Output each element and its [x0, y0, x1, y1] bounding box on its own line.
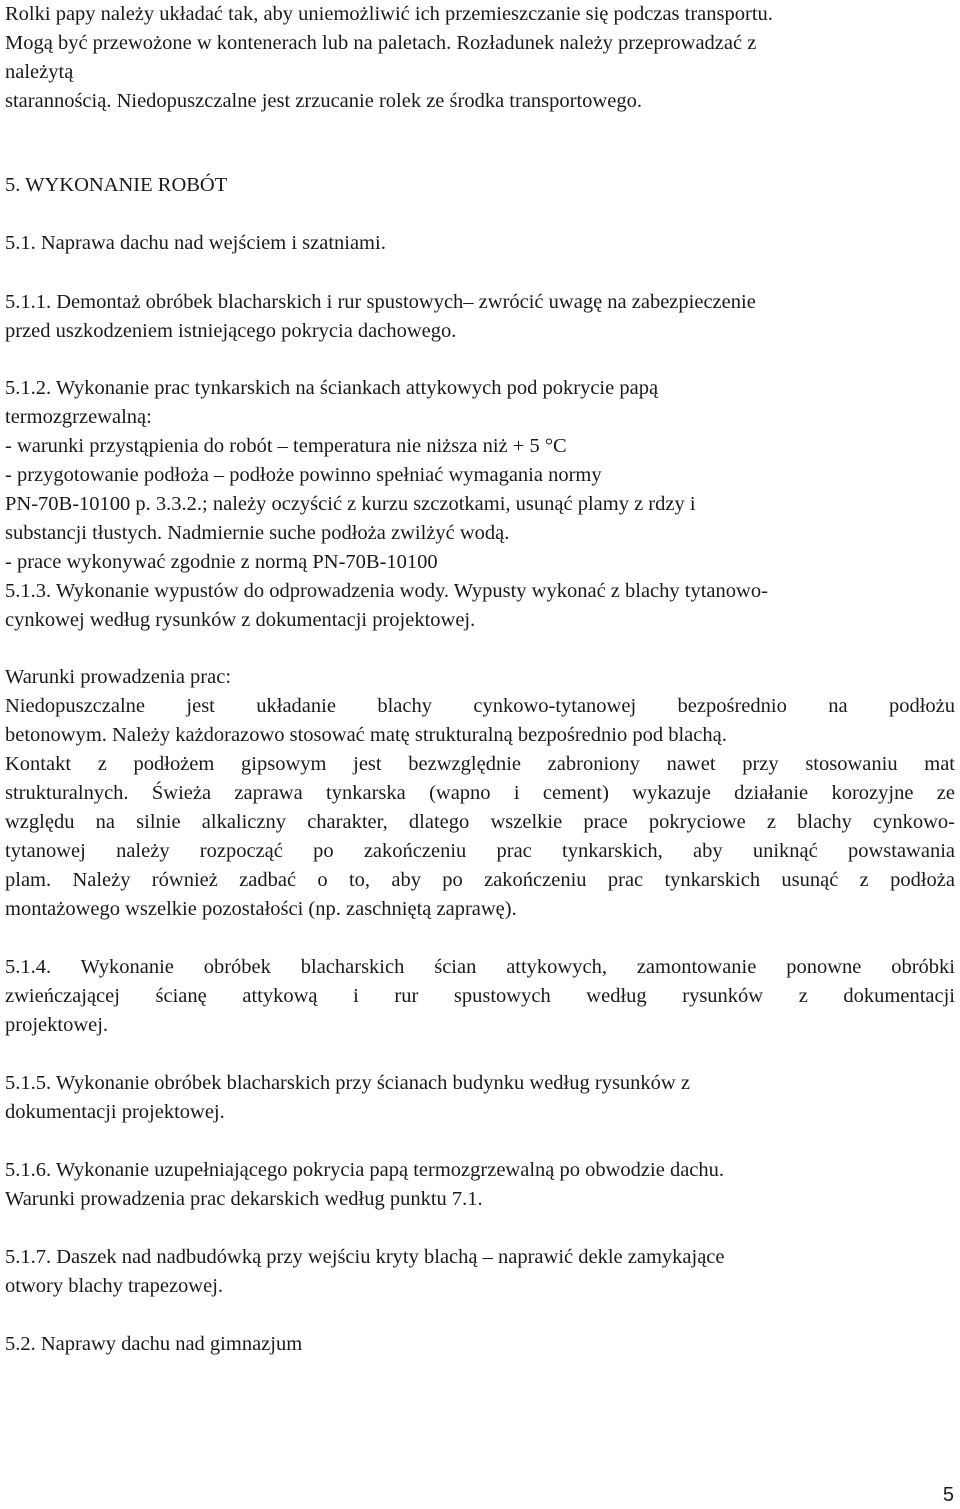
- text-line: Rolki papy należy układać tak, aby uniemożliwić ich przemieszczanie się podczas transportu.: [5, 3, 773, 25]
- text-line: 5.1.7. Daszek nad nadbudówką przy wejściu kryty blachą – naprawić dekle zamykające: [5, 1246, 725, 1268]
- list-item: - prace wykonywać zgodnie z normą PN-70B-10100: [5, 551, 438, 573]
- text-line: 5.1.3. Wykonanie wypustów do odprowadzenia wody. Wypusty wykonać z blachy tytanowo-: [5, 580, 768, 602]
- text-line: plam. Należy również zadbać o to, aby po zakończeniu prac tynkarskich usunąć z podłoża: [5, 869, 955, 891]
- text-line: 5.1.1. Demontaż obróbek blacharskich i rur spustowych– zwrócić uwagę na zabezpieczenie: [5, 291, 756, 313]
- text-line: Kontakt z podłożem gipsowym jest bezwzględnie zabroniony nawet przy stosowaniu mat: [5, 753, 955, 775]
- list-item: - przygotowanie podłoża – podłoże powinno spełniać wymagania normy: [5, 464, 602, 486]
- text-line: PN-70B-10100 p. 3.3.2.; należy oczyścić z kurzu szczotkami, usunąć plamy z rdzy i: [5, 493, 696, 515]
- text-line: strukturalnych. Świeża zaprawa tynkarska (wapno i cement) wykazuje działanie korozyjne ze: [5, 782, 955, 804]
- text-line: montażowego wszelkie pozostałości (np. zaschniętą zaprawę).: [5, 898, 517, 920]
- text-line: otwory blachy trapezowej.: [5, 1275, 224, 1297]
- text-line: 5.1.6. Wykonanie uzupełniającego pokrycia papą termozgrzewalną po obwodzie dachu.: [5, 1159, 725, 1181]
- text-line: Niedopuszczalne jest układanie blachy cynkowo-tytanowej bezpośrednio na podłożu: [5, 695, 955, 717]
- text-line: dokumentacji projektowej.: [5, 1101, 225, 1123]
- text-line: projektowej.: [5, 1014, 109, 1036]
- text-line: starannością. Niedopuszczalne jest zrzucanie rolek ze środka transportowego.: [5, 90, 642, 112]
- text-line: Warunki prowadzenia prac dekarskich według punktu 7.1.: [5, 1188, 483, 1210]
- text-line: termozgrzewalną:: [5, 406, 152, 428]
- text-line: cynkowej według rysunków z dokumentacji projektowej.: [5, 609, 476, 631]
- text-line: substancji tłustych. Nadmiernie suche podłoża zwilżyć wodą.: [5, 522, 510, 544]
- text-line: betonowym. Należy każdorazowo stosować matę strukturalną bezpośrednio pod blachą.: [5, 724, 727, 746]
- text-line: zwieńczającej ścianę attykową i rur spustowych według rysunków z dokumentacji: [5, 985, 955, 1007]
- page-number: 5: [942, 1484, 954, 1506]
- list-item: - warunki przystąpienia do robót – temperatura nie niższa niż + 5 °C: [5, 435, 567, 457]
- section-heading: 5. WYKONANIE ROBÓT: [5, 174, 228, 196]
- subsection-heading: 5.1. Naprawa dachu nad wejściem i szatniami.: [5, 232, 386, 254]
- text-line: tytanowej należy rozpocząć po zakończeniu prac tynkarskich, aby uniknąć powstawania: [5, 840, 955, 862]
- text-line: 5.1.5. Wykonanie obróbek blacharskich przy ścianach budynku według rysunków z: [5, 1072, 690, 1094]
- subsection-heading: 5.2. Naprawy dachu nad gimnazjum: [5, 1333, 303, 1355]
- text-line: względu na silnie alkaliczny charakter, dlatego wszelkie prace pokryciowe z blachy cynkowo-: [5, 811, 955, 833]
- text-line: przed uszkodzeniem istniejącego pokrycia dachowego.: [5, 320, 457, 342]
- text-line: 5.1.4. Wykonanie obróbek blacharskich ścian attykowych, zamontowanie ponowne obróbki: [5, 956, 955, 978]
- text-line: 5.1.2. Wykonanie prac tynkarskich na ściankach attykowych pod pokrycie papą: [5, 377, 659, 399]
- text-line: należytą: [5, 61, 74, 83]
- paragraph-heading: Warunki prowadzenia prac:: [5, 666, 232, 688]
- text-line: Mogą być przewożone w kontenerach lub na paletach. Rozładunek należy przeprowadzać z: [5, 32, 757, 54]
